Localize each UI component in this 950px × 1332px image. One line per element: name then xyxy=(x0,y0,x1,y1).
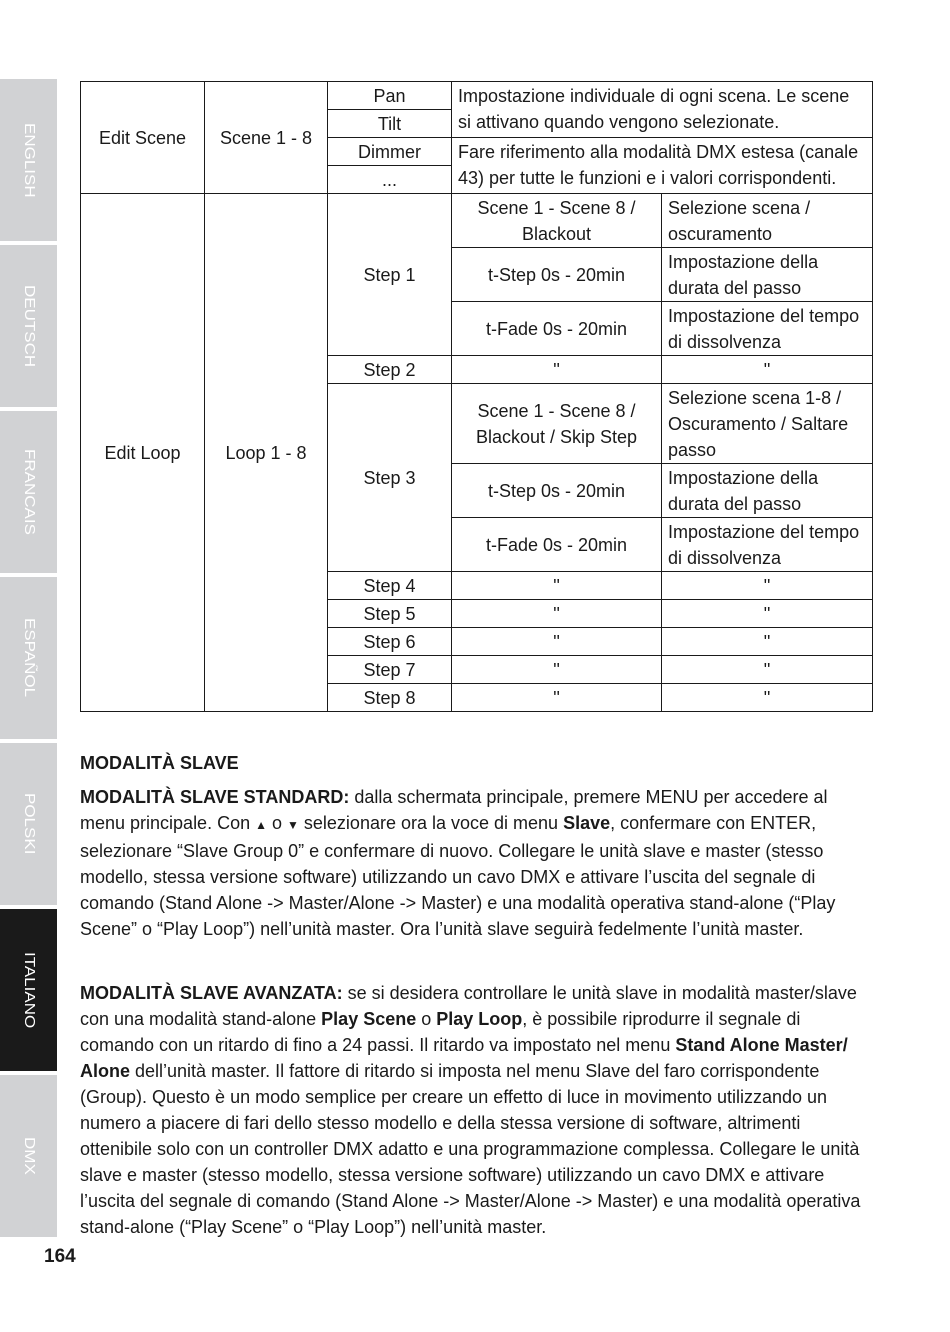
tab-espanol[interactable] xyxy=(0,577,57,739)
step-6-desc: '' xyxy=(662,628,873,656)
arrow-up-icon: ▲ xyxy=(255,818,267,832)
bold-slave: Slave xyxy=(563,813,611,833)
step-2-value: '' xyxy=(452,356,662,384)
step-6-value: '' xyxy=(452,628,662,656)
item-dimmer: Dimmer xyxy=(328,138,452,166)
step-2-label: Step 2 xyxy=(328,356,452,384)
step-3-desc: Selezione scena 1-8 / Oscuramento / Saltare passo xyxy=(662,384,873,464)
text-run: o xyxy=(267,813,288,833)
step-1-desc: Selezione scena / oscuramento xyxy=(662,194,873,248)
text-run: , confermare con ENTER, selezionare “Slave Group 0” e confermare di nuovo. Collegare le unità slave e master (stesso modello, stessa versione software) utilizzando un cavo DMX e attivare l’uscita del segnale di comando (Stand Alone -> Master/Alone -> Master) e una modalità operativa stand-alone (“Play Scene” o “Play Loop”) nell’unità master. Ora l’unità slave seguirà fedelmente l’unità master. xyxy=(80,813,836,939)
tab-polski[interactable] xyxy=(0,743,57,905)
page-number: 164 xyxy=(44,1246,76,1267)
tab-label: ITALIANO xyxy=(20,951,37,1029)
edit-scene-desc-2: Fare riferimento alla modalità DMX estesa (canale 43) per tutte le funzioni e i valori corrispondenti. xyxy=(452,138,873,194)
bold-play-loop: Play Loop xyxy=(436,1009,523,1029)
text-run: selezionare ora la voce di menu xyxy=(298,813,564,833)
step-3-tstep: t-Step 0s - 20min xyxy=(452,464,662,518)
step-1-value: Scene 1 - Scene 8 / Blackout xyxy=(452,194,662,248)
tab-deutsch[interactable] xyxy=(0,245,57,407)
step-2-desc: '' xyxy=(662,356,873,384)
tab-label: POLSKI xyxy=(20,793,37,855)
step-5-value: '' xyxy=(452,600,662,628)
step-5-label: Step 5 xyxy=(328,600,452,628)
bold-play-scene: Play Scene xyxy=(321,1009,417,1029)
step-3-label: Step 3 xyxy=(328,384,452,572)
tab-francais[interactable] xyxy=(0,411,57,573)
tab-label: ENGLISH xyxy=(20,122,37,198)
step-1-tstep-desc: Impostazione della durata del passo xyxy=(662,248,873,302)
step-3-tfade-desc: Impostazione del tempo di dissolvenza xyxy=(662,518,873,572)
slave-advanced-title: MODALITÀ SLAVE AVANZATA: xyxy=(80,983,343,1003)
language-tabs xyxy=(0,79,57,1241)
tab-label: ESPAÑOL xyxy=(20,618,37,698)
step-7-value: '' xyxy=(452,656,662,684)
item-tilt: Tilt xyxy=(328,110,452,138)
range-scene: Scene 1 - 8 xyxy=(205,82,328,194)
bold-stand-alone: Stand Alone Master/ Alone xyxy=(80,1035,848,1081)
slave-advanced-paragraph xyxy=(80,980,872,1240)
step-1-tfade-desc: Impostazione del tempo di dissolvenza xyxy=(662,302,873,356)
step-3-value: Scene 1 - Scene 8 / Blackout / Skip Step xyxy=(452,384,662,464)
text-run: , è possibile riprodurre il segnale di comando con un ritardo di fino a 24 passi. Il ritardo va impostato nel menu xyxy=(80,1009,801,1055)
range-loop: Loop 1 - 8 xyxy=(205,194,328,712)
text-run: se si desidera controllare le unità slave in modalità master/slave con una modalità stand-alone xyxy=(80,983,857,1029)
step-5-desc: '' xyxy=(662,600,873,628)
slave-standard-title: MODALITÀ SLAVE STANDARD: xyxy=(80,787,350,807)
tab-label: DMX xyxy=(20,1137,37,1175)
tab-english[interactable] xyxy=(0,79,57,241)
text-run: o xyxy=(416,1009,437,1029)
step-8-value: '' xyxy=(452,684,662,712)
menu-edit-scene: Edit Scene xyxy=(81,82,205,194)
menu-table xyxy=(80,81,873,712)
step-3-tfade: t-Fade 0s - 20min xyxy=(452,518,662,572)
item-pan: Pan xyxy=(328,82,452,110)
menu-edit-loop: Edit Loop xyxy=(81,194,205,712)
slave-standard-paragraph xyxy=(80,784,872,942)
step-6-label: Step 6 xyxy=(328,628,452,656)
step-7-label: Step 7 xyxy=(328,656,452,684)
item-ellipsis: ... xyxy=(328,166,452,194)
section-heading: MODALITÀ SLAVE xyxy=(80,753,239,773)
step-1-tstep: t-Step 0s - 20min xyxy=(452,248,662,302)
text-run: dell’unità master. Il fattore di ritardo si imposta nel menu Slave del faro corrispondente (Group). Questo è un modo semplice per creare un effetto di luce in movimento utilizzando un numero a piacere di fari dello stesso modello e della stessa versione di software, altrimenti ottenibile solo con un controller DMX adatto e una programmazione complessa. Collegare le unità slave e master (stesso modello, stessa versione software) utilizzando un cavo DMX e attivare l’uscita del segnale di comando (Stand Alone -> Master/Alone -> Master) e una modalità operativa stand-alone (“Play Scene” o “Play Loop”) nell’unità master. xyxy=(80,1061,861,1237)
step-8-label: Step 8 xyxy=(328,684,452,712)
step-4-value: '' xyxy=(452,572,662,600)
step-4-desc: '' xyxy=(662,572,873,600)
edit-scene-desc-1: Impostazione individuale di ogni scena. Le scene si attivano quando vengono selezionate. xyxy=(452,82,873,138)
tab-dmx[interactable] xyxy=(0,1075,57,1237)
step-4-label: Step 4 xyxy=(328,572,452,600)
tab-italiano[interactable] xyxy=(0,909,57,1071)
step-3-tstep-desc: Impostazione della durata del passo xyxy=(662,464,873,518)
text-run: dalla schermata principale, premere MENU per accedere al menu principale. Con xyxy=(80,787,828,833)
arrow-down-icon: ▼ xyxy=(287,818,299,832)
tab-label: FRANCAIS xyxy=(20,449,37,535)
step-8-desc: '' xyxy=(662,684,873,712)
step-1-tfade: t-Fade 0s - 20min xyxy=(452,302,662,356)
step-7-desc: '' xyxy=(662,656,873,684)
step-1-label: Step 1 xyxy=(328,194,452,356)
tab-label: DEUTSCH xyxy=(20,284,37,368)
